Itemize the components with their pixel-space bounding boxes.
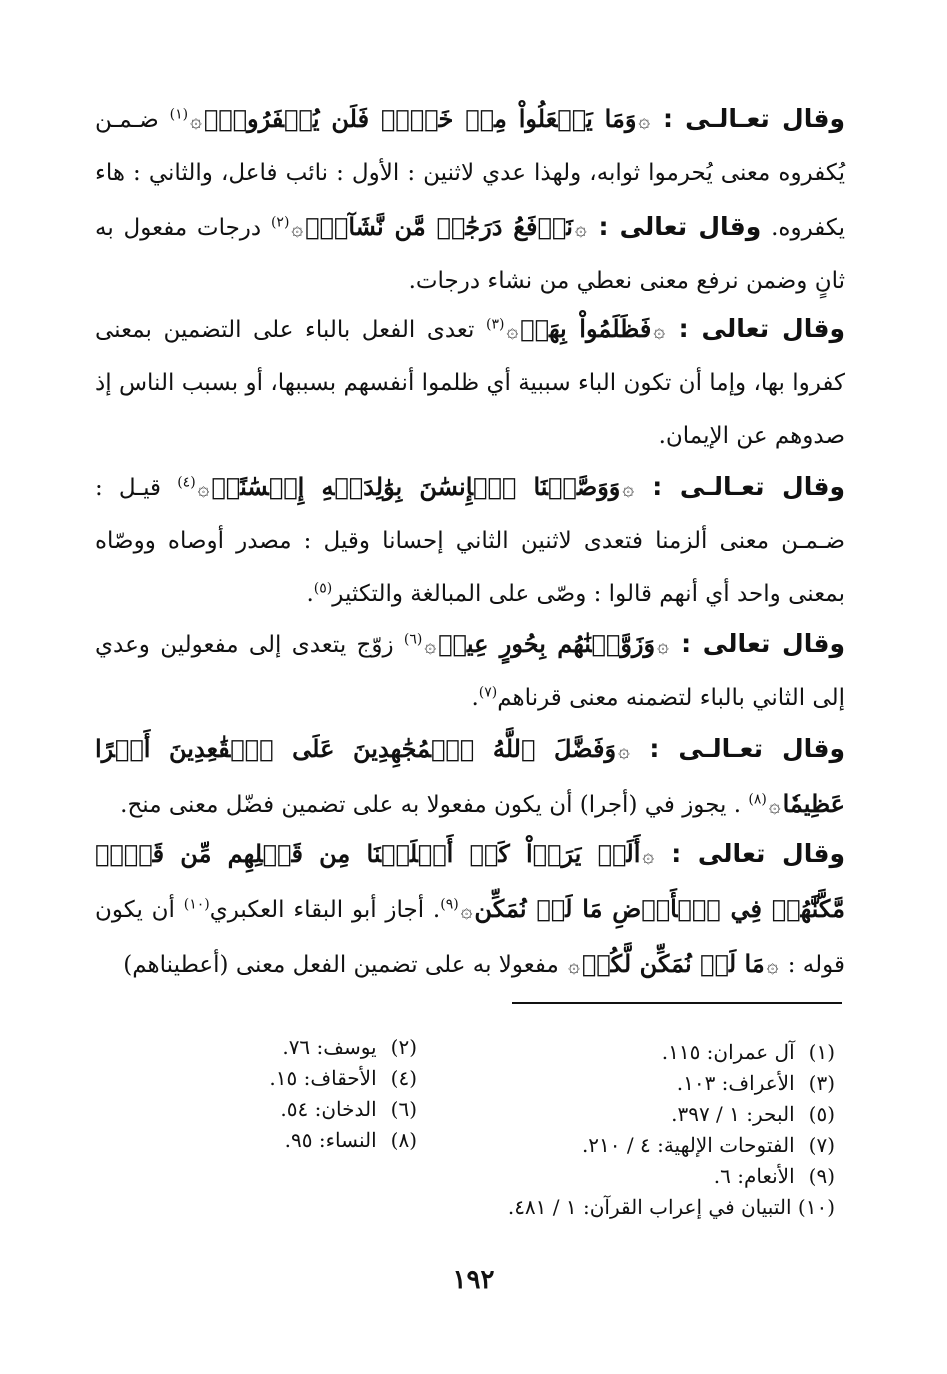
footnote-item [269, 1063, 417, 1094]
paragraph-text: مفعولا به على تضمين الفعل معنى (أعطيناهم) [123, 952, 559, 978]
footnote-number: (١) [808, 1040, 835, 1064]
footnote-text: الدخان: ٥٤. [280, 1097, 377, 1121]
paragraph-2 [95, 302, 845, 463]
paragraph-lead: وقال تعـالـى : [662, 104, 846, 133]
footnote-ref: (١) [169, 106, 189, 123]
footnote-number: (٣) [808, 1071, 835, 1095]
quran-verse: فَظَلَمُواْ بِهَاۖ [520, 314, 652, 343]
quran-verse: وَوَصَّيۡنَا ٱلۡإِنسَٰنَ بِوَٰلِدَيۡهِ إِحۡسَٰنًاۖ [211, 472, 621, 501]
ornament-open-icon: ۞ [657, 633, 669, 657]
page-number: ١٩٢ [452, 1265, 495, 1295]
footnote-number: (١٠) [797, 1195, 835, 1219]
paragraph-lead: وقال تعالى : [598, 212, 762, 241]
footnote-text: الفتوحات الإلهية: ٤ / ٢١٠. [581, 1133, 795, 1157]
quran-verse: وَزَوَّجۡنَٰهُم بِحُورٍ عِينٖ [438, 629, 656, 658]
ornament-open-icon: ۞ [574, 216, 587, 240]
footnotes-right-column [508, 1037, 835, 1223]
footnote-item [508, 1161, 835, 1192]
footnote-number: (٢) [390, 1035, 417, 1059]
ornament-close-icon: ۞ [291, 216, 304, 240]
footnote-text: الأحقاف: ١٥. [269, 1066, 377, 1090]
footnote-text: آل عمران: ١١٥. [661, 1040, 795, 1064]
ornament-close-icon: ۞ [190, 108, 202, 132]
paragraph-text: زوّج يتعدى إلى مفعولين وعدي إلى الثاني بالباء لتضمنه معنى قرناهم [95, 632, 845, 711]
footnote-ref: (٢) [270, 214, 290, 231]
footnote-ref: (٨) [748, 791, 767, 808]
footnote-text: البحر: ١ / ٣٩٧. [671, 1102, 795, 1126]
footnote-item [508, 1037, 835, 1068]
paragraph-lead: وقال تعالى : [681, 629, 846, 658]
quran-verse: وَفَضَّلَ ٱللَّهُ ٱلۡمُجَٰهِدِينَ عَلَى ٱلۡقَٰعِدِينَ أَجۡرًا عَظِيمٗا [95, 734, 845, 818]
period: . [306, 581, 314, 607]
footnote-text: الأنعام: ٦. [713, 1164, 795, 1188]
ornament-open-icon: ۞ [653, 318, 666, 342]
footnote-ref: (٥) [313, 580, 333, 597]
period: . [471, 685, 479, 711]
paragraph-text: . أجاز أبو البقاء العكبري [209, 897, 441, 923]
footnote-item [508, 1130, 835, 1161]
footnote-item [508, 1192, 835, 1223]
footnote-number: (٦) [390, 1097, 417, 1121]
footnote-number: (٤) [390, 1066, 417, 1090]
footnotes-left-column [269, 1032, 417, 1156]
ornament-open-icon: ۞ [642, 843, 655, 867]
ornament-open-icon: ۞ [638, 108, 651, 132]
footnote-number: (٨) [390, 1128, 417, 1152]
paragraph-6 [95, 827, 845, 992]
paragraph-5 [95, 722, 845, 832]
paragraph-lead: وقال تعـالـى : [652, 472, 846, 501]
footnote-ref: (٦) [403, 631, 423, 648]
footnote-number: (٥) [808, 1102, 835, 1126]
ornament-open-icon: ۞ [618, 738, 630, 762]
footnote-item [269, 1125, 417, 1156]
ornament-close-icon: ۞ [768, 793, 781, 817]
footnote-text: التبيان في إعراب القرآن: ١ / ٤٨١. [507, 1195, 792, 1219]
footnote-item [269, 1094, 417, 1125]
paragraph-4 [95, 617, 845, 725]
footnote-text: النساء: ٩٥. [284, 1128, 377, 1152]
paragraph-lead: وقال تعالى : [671, 839, 846, 868]
ornament-close-icon: ۞ [424, 633, 437, 657]
footnote-text: الأعراف: ١٠٣. [676, 1071, 795, 1095]
paragraph-text: تعدى الفعل بالباء على التضمين بمعنى كفروا بها، وإما أن تكون الباء سببية أي ظلموا أنفسهم بسببها، أو بسبب الناس إذ صدوهم عن الإيمان. [95, 317, 845, 449]
quran-verse: مَا لَمۡ نُمَكِّن لَّكُمۡ [581, 949, 765, 978]
footnote-text: يوسف: ٧٦. [282, 1035, 377, 1059]
footnote-ref: (٣) [485, 316, 505, 333]
paragraph-lead: وقال تعالى : [678, 314, 846, 343]
footnote-item [269, 1032, 417, 1063]
paragraph-text: . يجوز في (أجرا) أن يكون مفعولا به على تضمين فضّل معنى منح. [120, 792, 742, 818]
paragraph-text: أن يكون قوله : [95, 897, 845, 978]
paragraph-text: ضـمـن يُكفروه معنى يُحرموا ثوابه، ولهذا عدي لاثنين : الأول : نائب فاعل، والثاني : هاء يكفروه. [95, 107, 846, 241]
ornament-close-icon: ۞ [506, 318, 519, 342]
quran-verse: وَمَا يَفۡعَلُواْ مِنۡ خَيۡرٖ فَلَن يُكۡفَرُوهُۗ [203, 104, 637, 133]
ornament-open-icon: ۞ [766, 953, 779, 977]
quran-verse: أَلَمۡ يَرَوۡاْ كَمۡ أَهۡلَكۡنَا مِن قَبۡلِهِم مِّن قَرۡنٖ مَّكَّنَّٰهُمۡ فِي ٱلۡأَرۡضِ مَا لَمۡ نُمَكِّن [95, 839, 845, 923]
footnote-divider [512, 1002, 842, 1004]
footnote-number: (٩) [808, 1164, 835, 1188]
footnote-item [508, 1068, 835, 1099]
ornament-close-icon: ۞ [460, 898, 473, 922]
ornament-open-icon: ۞ [622, 476, 635, 500]
footnote-ref: (٩) [440, 896, 459, 913]
ornament-close-icon: ۞ [568, 953, 580, 977]
footnote-ref: (١٠) [183, 896, 210, 913]
footnote-item [508, 1099, 835, 1130]
paragraph-1 [95, 92, 845, 308]
paragraph-3 [95, 460, 845, 621]
ornament-close-icon: ۞ [197, 476, 210, 500]
footnote-ref: (٧) [478, 684, 498, 701]
paragraph-text: قيـل : ضـمـن معنى ألزمنا فتعدى لاثنين الثاني إحسانا وقيل : مصدر أوصاه ووصّاه بمعنى واحد أي أنهم قالوا : وصّى على المبالغة والتكثير [95, 475, 845, 607]
quran-verse: نَرۡفَعُ دَرَجَٰتٖ مَّن نَّشَآءُۗ [305, 212, 573, 241]
footnote-number: (٧) [808, 1133, 835, 1157]
paragraph-lead: وقال تعـالـى : [649, 734, 845, 763]
footnote-ref: (٤) [177, 474, 196, 491]
paragraph-text: درجات مفعول به ثانٍ وضمن نرفع معنى نعطي من نشاء درجات. [95, 215, 845, 294]
